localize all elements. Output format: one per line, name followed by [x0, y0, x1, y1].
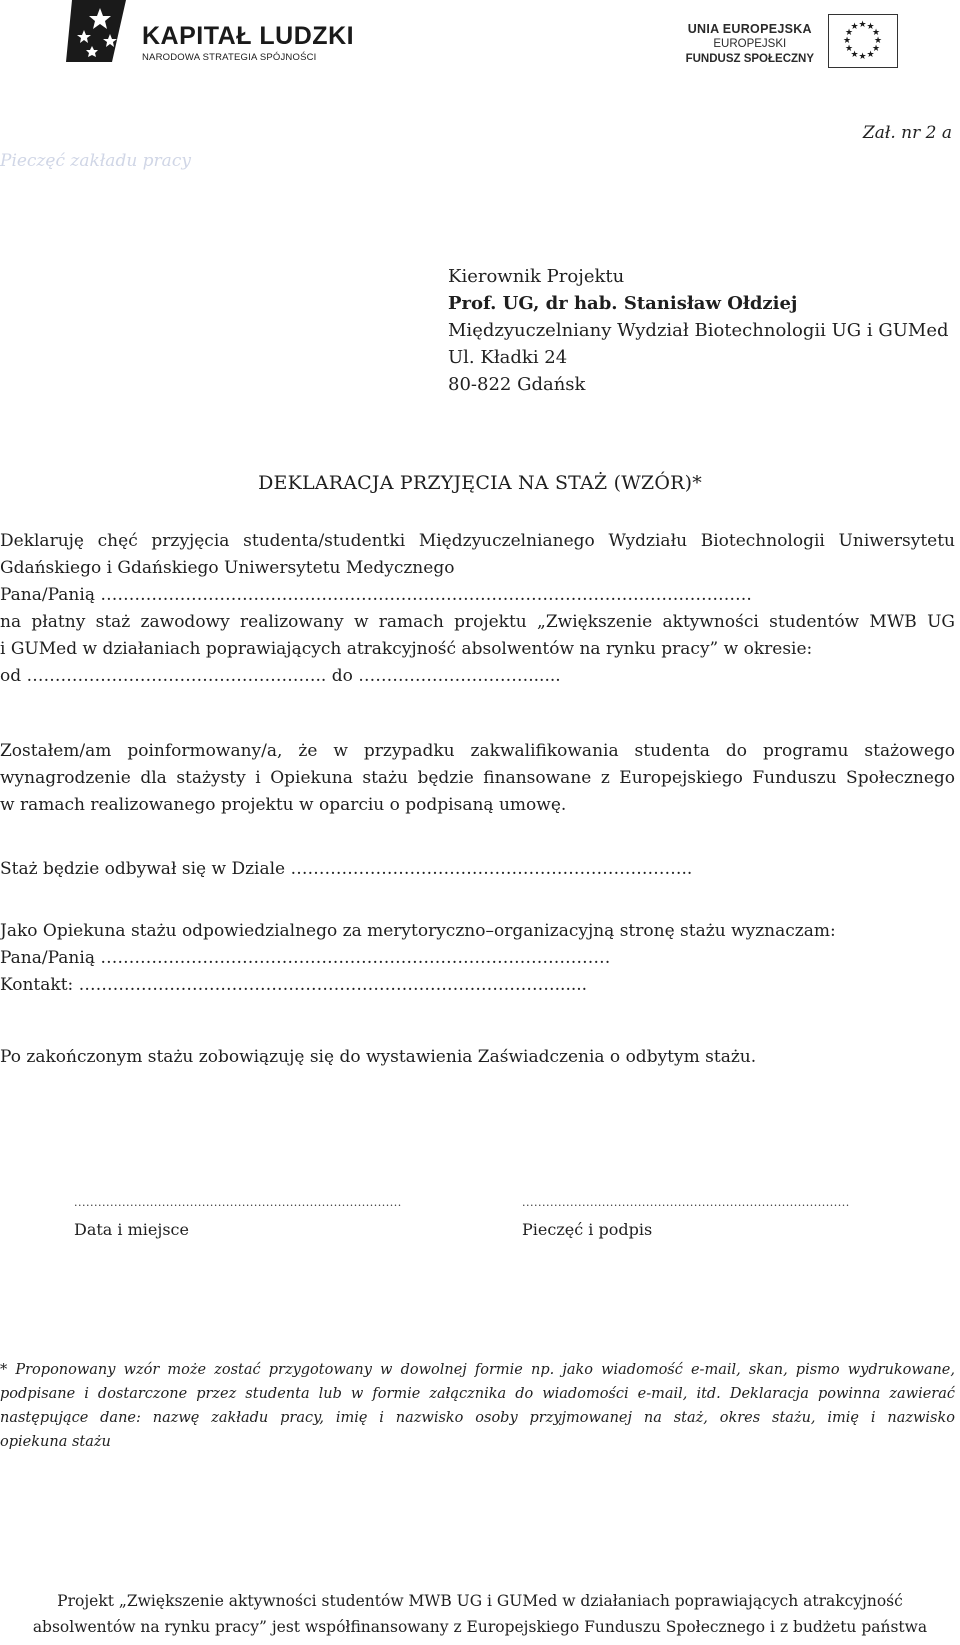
- footnote-line: następujące dane: nazwę zakładu pracy, imię i nazwisko osoby przyjmowanej na staż, okres stażu, imię i nazwisko: [0, 1410, 955, 1426]
- svg-text:★: ★: [873, 36, 883, 46]
- footnote-line: podpisane i dostarczone przez studenta lub w formie załącznika do wiadomości e-mail, itd. Deklaracja powinna zawierać: [0, 1386, 955, 1402]
- paragraph-line: Deklaruję chęć przyjęcia studenta/studentki Międzyuczelnianego Wydziału Biotechnologii Uniwersytetu: [0, 531, 955, 551]
- kapital-ludzki-logo: [66, 0, 355, 63]
- information-paragraph: [0, 738, 955, 819]
- eu-logo-text: [686, 22, 814, 67]
- paragraph-line: wynagrodzenie dla stażysty i Opiekuna stażu będzie finansowane z Europejskiego Funduszu Społecznego: [0, 768, 955, 788]
- footer-line: Projekt „Zwiększenie aktywności studentów MWB UG i GUMed w działaniach poprawiających atrakcyjność: [57, 1592, 903, 1610]
- svg-text:★: ★: [871, 44, 881, 54]
- document-title: DEKLARACJA PRZYJĘCIA NA STAŻ (WZÓR)*: [258, 472, 702, 494]
- annex-number: Zał. nr 2 a: [862, 123, 952, 143]
- footnote: [0, 1358, 955, 1454]
- addressee-city: 80-822 Gdańsk: [448, 374, 586, 395]
- paragraph-line: w ramach realizowanego projektu w oparciu o podpisaną umowę.: [0, 795, 567, 815]
- eu-logo-line2: EUROPEJSKI: [713, 38, 787, 50]
- paragraph-line: Gdańskiego i Gdańskiego Uniwersytetu Medycznego: [0, 558, 455, 578]
- stamp-signature-label: Pieczęć i podpis: [522, 1220, 653, 1239]
- department-field: Staż będzie odbywał się w Dziale ……………………………………………………………..: [0, 859, 693, 879]
- addressee-name: Prof. UG, dr hab. Stanisław Ołdziej: [448, 293, 798, 314]
- certificate-paragraph: Po zakończonym stażu zobowiązuję się do wystawienia Zaświadczenia o odbytym stażu.: [0, 1047, 757, 1067]
- supervisor-name-field: Pana/Panią ………………………………………………………………………………: [0, 948, 611, 968]
- footnote-line: * Proponowany wzór może zostać przygotowany w dowolnej formie np. jako wiadomość e-mail, skan, pismo wydrukowane,: [0, 1362, 955, 1378]
- kapital-ludzki-title: KAPITAŁ LUDZKI: [142, 22, 355, 50]
- svg-text:★: ★: [866, 50, 875, 60]
- paragraph-line: Zostałem/am poinformowany/a, że w przypadku zakwalifikowania studenta do programu stażowego: [0, 741, 955, 761]
- kapital-ludzki-emblem-icon: [66, 0, 138, 62]
- footnote-line: opiekuna stażu: [0, 1434, 111, 1450]
- paragraph-line: i GUMed w działaniach poprawiających atrakcyjność absolwentów na rynku pracy” w okresie:: [0, 639, 813, 659]
- svg-text:★: ★: [866, 22, 875, 32]
- svg-text:★: ★: [850, 22, 859, 32]
- paragraph-line: na płatny staż zawodowy realizowany w ramach projektu „Zwiększenie aktywności studentów MWB UG: [0, 612, 955, 632]
- supervisor-paragraph: [0, 918, 955, 999]
- svg-text:★: ★: [844, 44, 854, 54]
- addressee-role: Kierownik Projektu: [448, 266, 625, 287]
- addressee-faculty: Międzyuczelniany Wydział Biotechnologii UG i GUMed: [448, 320, 949, 341]
- contact-field: Kontakt: …………………………………………………………………………......: [0, 975, 588, 995]
- eu-logo-line1: UNIA EUROPEJSKA: [687, 22, 812, 36]
- paragraph-line: Jako Opiekuna stażu odpowiedzialnego za merytoryczno–organizacyjną stronę stażu wyznaczam:: [0, 921, 836, 941]
- kapital-ludzki-subtitle: NARODOWA STRATEGIA SPÓJNOŚCI: [142, 52, 317, 63]
- date-place-line: ..................................................................................: [74, 1196, 402, 1209]
- date-place-label: Data i miejsce: [74, 1220, 189, 1239]
- addressee-block: [448, 263, 949, 398]
- addressee-street: Ul. Kładki 24: [448, 347, 568, 368]
- svg-text:★: ★: [850, 50, 859, 60]
- period-field: od …………………………………………….. do …………………………......: [0, 666, 561, 686]
- intern-name-field: Pana/Panią …………………………………………………………………………………………………….: [0, 585, 752, 605]
- footer-line: absolwentów na rynku pracy” jest współfinansowany z Europejskiego Funduszu Społecznego i z budżetu państwa: [32, 1618, 928, 1636]
- eu-logo: [668, 14, 898, 74]
- declaration-paragraph: [0, 528, 955, 690]
- eu-logo-line3: FUNDUSZ SPOŁECZNY: [685, 53, 814, 65]
- svg-text:★: ★: [871, 28, 881, 38]
- svg-text:★: ★: [858, 20, 867, 30]
- page-footer: [0, 1588, 960, 1640]
- svg-text:★: ★: [858, 52, 867, 62]
- stamp-signature-line: ..................................................................................: [522, 1196, 850, 1209]
- svg-text:★: ★: [844, 28, 854, 38]
- eu-flag-icon: [828, 14, 898, 68]
- stamp-placeholder: Pieczęć zakładu pracy: [0, 151, 191, 171]
- svg-text:★: ★: [842, 36, 852, 46]
